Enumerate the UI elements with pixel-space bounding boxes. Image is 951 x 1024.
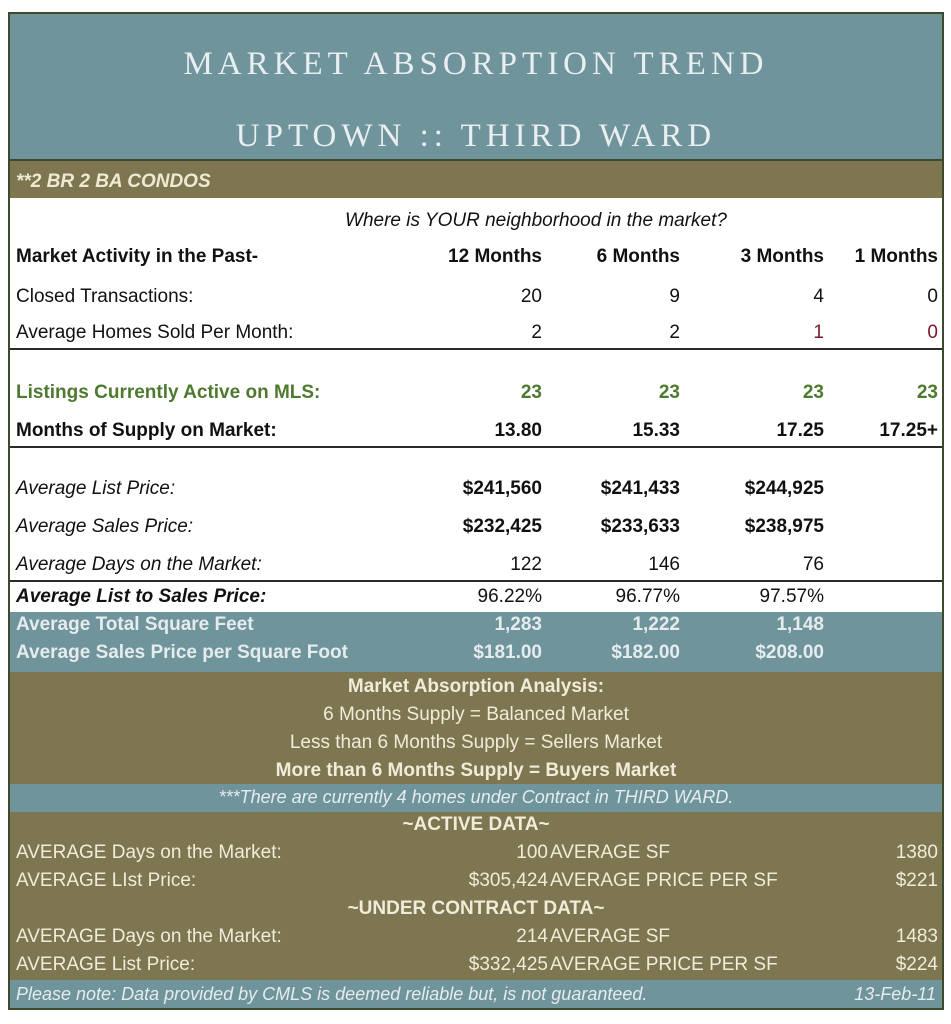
cell-value: 23	[802, 382, 824, 403]
avg-list-price-row	[10, 472, 942, 506]
cell-value: 1,222	[632, 614, 680, 635]
row-label: AVERAGE Days on the Market:	[16, 926, 282, 947]
cell-value: 2	[531, 322, 542, 343]
contract-price-row	[10, 952, 942, 980]
cell-value: 100	[516, 842, 548, 863]
cell-value: 97.57%	[759, 586, 824, 607]
months-supply-row	[10, 414, 942, 448]
report-date: 13-Feb-11	[854, 984, 936, 1004]
footer-strip	[10, 980, 942, 1010]
cell-value: 23	[520, 382, 542, 403]
cell-value: 96.22%	[477, 586, 542, 607]
row-label: Closed Transactions:	[16, 286, 194, 307]
data-summary-panel	[10, 812, 942, 984]
cell-value: 96.77%	[615, 586, 680, 607]
col-3-months: 3 Months	[740, 246, 824, 267]
cell-value: 17.25+	[879, 420, 938, 441]
avg-days-market-row	[10, 548, 942, 582]
cell-value: $208.00	[755, 642, 824, 663]
analysis-balanced: 6 Months Supply = Balanced Market	[323, 704, 629, 725]
row-label: Average Days on the Market:	[16, 554, 262, 575]
square-footage-band	[10, 612, 942, 672]
divider	[10, 446, 942, 448]
cell-value: 9	[669, 286, 680, 307]
cell-value: $305,424	[468, 870, 548, 891]
cell-value: 122	[510, 554, 542, 575]
cell-value: 0	[927, 322, 938, 343]
cell-value: $181.00	[473, 642, 542, 663]
col-1-months: 1 Months	[854, 246, 938, 267]
analysis-buyers: More than 6 Months Supply = Buyers Market	[275, 760, 677, 781]
cell-value: $238,975	[744, 516, 824, 537]
price-per-sqft-row	[10, 636, 942, 670]
analysis-title: Market Absorption Analysis:	[347, 676, 605, 697]
under-contract-title: ~UNDER CONTRACT DATA~	[347, 898, 605, 919]
cell-value: $224	[895, 954, 938, 975]
avg-sales-price-row	[10, 510, 942, 544]
contract-note: ***There are currently 4 homes under Contract in THIRD WARD.	[218, 787, 734, 807]
cell-value: 1,283	[494, 614, 542, 635]
row-label: AVERAGE PRICE PER SF	[550, 870, 778, 891]
report-frame	[8, 12, 944, 1010]
row-label: Average List Price:	[16, 478, 176, 499]
cell-value: $241,560	[462, 478, 542, 499]
cell-value: $332,425	[468, 954, 548, 975]
cell-value: $221	[895, 870, 938, 891]
closed-transactions-row	[10, 280, 942, 314]
row-label: AVERAGE SF	[550, 926, 671, 947]
cell-value: 146	[648, 554, 680, 575]
contract-days-row	[10, 924, 942, 952]
title-banner	[10, 14, 942, 159]
title-line-1: MARKET ABSORPTION TREND	[183, 46, 769, 82]
period-header-label: Market Activity in the Past-	[16, 246, 259, 267]
cell-value: $182.00	[611, 642, 680, 663]
row-label: AVERAGE PRICE PER SF	[550, 954, 778, 975]
row-label: Average Homes Sold Per Month:	[16, 322, 294, 343]
cell-value: 23	[916, 382, 938, 403]
active-days-row	[10, 840, 942, 868]
row-label: AVERAGE List Price:	[16, 954, 196, 975]
row-label: Average Sales Price per Square Foot	[16, 642, 348, 663]
property-type-header: **2 BR 2 BA CONDOS	[10, 159, 942, 198]
col-6-months: 6 Months	[596, 246, 680, 267]
analysis-sellers: Less than 6 Months Supply = Sellers Market	[289, 732, 663, 753]
cell-value: 13.80	[494, 420, 542, 441]
cell-value: $244,925	[744, 478, 824, 499]
row-label: Average List to Sales Price:	[16, 586, 267, 607]
avg-homes-sold-row	[10, 316, 942, 350]
row-label: AVERAGE LIst Price:	[16, 870, 197, 891]
divider	[10, 348, 942, 350]
active-price-row	[10, 868, 942, 896]
cell-value: 23	[658, 382, 680, 403]
row-label: Average Sales Price:	[16, 516, 194, 537]
cell-value: 1	[813, 322, 824, 343]
cell-value: 0	[927, 286, 938, 307]
row-label: Average Total Square Feet	[16, 614, 254, 635]
title-line-2: UPTOWN :: THIRD WARD	[235, 118, 717, 154]
active-listings-row	[10, 376, 942, 410]
cell-value: 20	[520, 286, 542, 307]
disclaimer-note: Please note: Data provided by CMLS is deemed reliable but, is not guaranteed.	[16, 984, 648, 1004]
col-12-months: 12 Months	[448, 246, 542, 267]
cell-value: 1483	[895, 926, 938, 947]
absorption-analysis-panel	[10, 672, 942, 794]
cell-value: 1,148	[776, 614, 824, 635]
contract-note-strip	[10, 784, 942, 812]
row-label: AVERAGE SF	[550, 842, 671, 863]
cell-value: 1380	[895, 842, 938, 863]
cell-value: $233,633	[600, 516, 680, 537]
cell-value: 76	[802, 554, 824, 575]
cell-value: 15.33	[632, 420, 680, 441]
cell-value: 2	[669, 322, 680, 343]
cell-value: 214	[516, 926, 548, 947]
cell-value: $241,433	[600, 478, 680, 499]
row-label: Months of Supply on Market:	[16, 420, 277, 441]
row-label: Listings Currently Active on MLS:	[16, 382, 321, 403]
active-data-title: ~ACTIVE DATA~	[402, 814, 550, 835]
cell-value: 4	[813, 286, 824, 307]
cell-value: $232,425	[462, 516, 542, 537]
neighborhood-question: Where is YOUR neighborhood in the market?	[345, 210, 727, 231]
cell-value: 17.25	[776, 420, 824, 441]
period-header-row	[10, 240, 942, 274]
row-label: AVERAGE Days on the Market:	[16, 842, 282, 863]
